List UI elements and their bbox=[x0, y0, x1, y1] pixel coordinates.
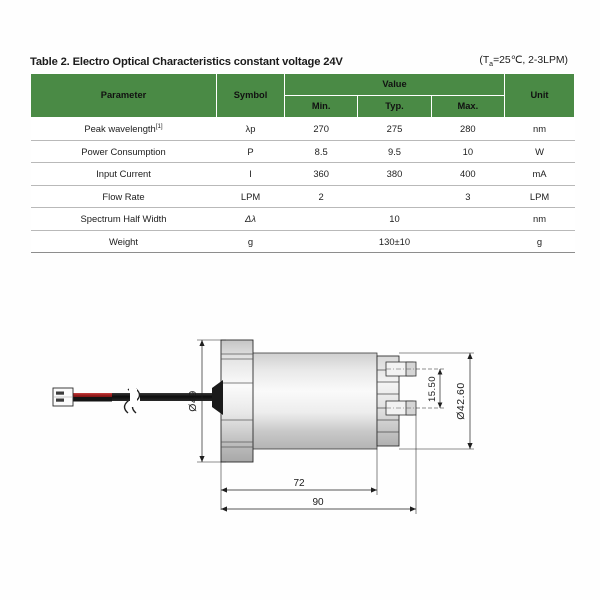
cell-parameter: Power Consumption bbox=[31, 140, 217, 163]
cell-unit: nm bbox=[505, 208, 575, 231]
cell-symbol: g bbox=[217, 230, 285, 253]
cell-symbol: LPM bbox=[217, 185, 285, 208]
cell-typ: 9.5 bbox=[358, 140, 431, 163]
cell-max: 280 bbox=[431, 118, 504, 141]
dimension-label-overall-length: 90 bbox=[312, 497, 324, 508]
page-title: Table 2. Electro Optical Characteristics constant voltage 24V bbox=[30, 56, 343, 68]
column-header-unit: Unit bbox=[505, 74, 575, 118]
cell-value-merged: 130±10 bbox=[285, 230, 505, 253]
cell-symbol: P bbox=[217, 140, 285, 163]
cell-value-merged: 10 bbox=[285, 208, 505, 231]
column-header-value: Value bbox=[285, 74, 505, 96]
device-body bbox=[252, 353, 377, 449]
dim-arrow-left bbox=[221, 487, 227, 492]
column-header-symbol: Symbol bbox=[217, 74, 285, 118]
wire-negative-black bbox=[72, 397, 112, 402]
footnote-marker: [1] bbox=[155, 123, 163, 131]
dim-arrow-up bbox=[467, 353, 472, 359]
cell-typ: 380 bbox=[358, 163, 431, 186]
column-header-parameter: Parameter bbox=[31, 74, 217, 118]
cell-unit: mA bbox=[505, 163, 575, 186]
condition-subscript: a bbox=[489, 61, 494, 68]
dimension-label-body-length: 72 bbox=[293, 478, 305, 489]
electro-optical-characteristics-table bbox=[30, 73, 575, 253]
table-row bbox=[31, 163, 575, 186]
cell-unit: nm bbox=[505, 118, 575, 141]
cell-symbol: I bbox=[217, 163, 285, 186]
cell-parameter: Input Current bbox=[31, 163, 217, 186]
cell-parameter: Flow Rate bbox=[31, 185, 217, 208]
dim-arrow-down bbox=[467, 443, 472, 449]
mechanical-drawing-svg bbox=[0, 320, 600, 530]
column-header-max: Max. bbox=[431, 96, 504, 118]
device-flange bbox=[221, 340, 253, 462]
cable-strain-relief bbox=[212, 380, 223, 415]
dim-arrow-down bbox=[438, 403, 443, 409]
cell-unit: g bbox=[505, 230, 575, 253]
cell-parameter: Weight bbox=[31, 230, 217, 253]
table-title-row bbox=[30, 46, 570, 68]
cable-break-gap bbox=[129, 389, 137, 407]
table-row bbox=[31, 208, 575, 231]
table-row bbox=[31, 140, 575, 163]
mechanical-drawing bbox=[0, 320, 600, 530]
table-body bbox=[31, 118, 575, 253]
cell-unit: W bbox=[505, 140, 575, 163]
wire-positive-red bbox=[72, 393, 112, 397]
cell-symbol: λp bbox=[217, 118, 285, 141]
cell-min: 2 bbox=[285, 185, 358, 208]
table-header bbox=[31, 74, 575, 118]
table-row bbox=[31, 118, 575, 141]
cell-min: 8.5 bbox=[285, 140, 358, 163]
dim-arrow-left bbox=[221, 506, 227, 511]
test-condition-note bbox=[479, 54, 570, 68]
cell-max: 400 bbox=[431, 163, 504, 186]
dim-arrow-right bbox=[371, 487, 377, 492]
dimension-label-port-spacing: 15.50 bbox=[427, 375, 438, 403]
device-outline bbox=[221, 340, 416, 462]
dim-arrow-up bbox=[199, 340, 204, 346]
table-row bbox=[31, 230, 575, 253]
cell-symbol: Δλ bbox=[217, 208, 285, 231]
dim-arrow-up bbox=[438, 369, 443, 375]
column-header-min: Min. bbox=[285, 96, 358, 118]
cell-parameter: Spectrum Half Width bbox=[31, 208, 217, 231]
cell-min: 360 bbox=[285, 163, 358, 186]
dim-arrow-down bbox=[199, 456, 204, 462]
cell-max: 3 bbox=[431, 185, 504, 208]
cell-max: 10 bbox=[431, 140, 504, 163]
cable-black-stub bbox=[110, 393, 130, 401]
cell-typ: 275 bbox=[358, 118, 431, 141]
cell-unit: LPM bbox=[505, 185, 575, 208]
dimension-label-body-diameter: Ø42.60 bbox=[455, 382, 467, 420]
cell-typ bbox=[358, 185, 431, 208]
column-header-typ: Typ. bbox=[358, 96, 431, 118]
table-row bbox=[31, 185, 575, 208]
connector-pin-slot bbox=[56, 392, 64, 395]
dimension-label-flange-diameter: Ø49 bbox=[187, 390, 199, 412]
cell-min: 270 bbox=[285, 118, 358, 141]
condition-prefix: (T bbox=[479, 54, 490, 66]
parameter-label: Peak wavelength bbox=[84, 123, 156, 135]
cable-black-outer bbox=[140, 393, 223, 401]
table-header-row-1 bbox=[31, 74, 575, 96]
condition-suffix: =25℃, 2-3LPM) bbox=[493, 54, 568, 66]
cell-parameter bbox=[31, 118, 217, 141]
connector-pin-slot bbox=[56, 399, 64, 402]
dim-arrow-right bbox=[410, 506, 416, 511]
